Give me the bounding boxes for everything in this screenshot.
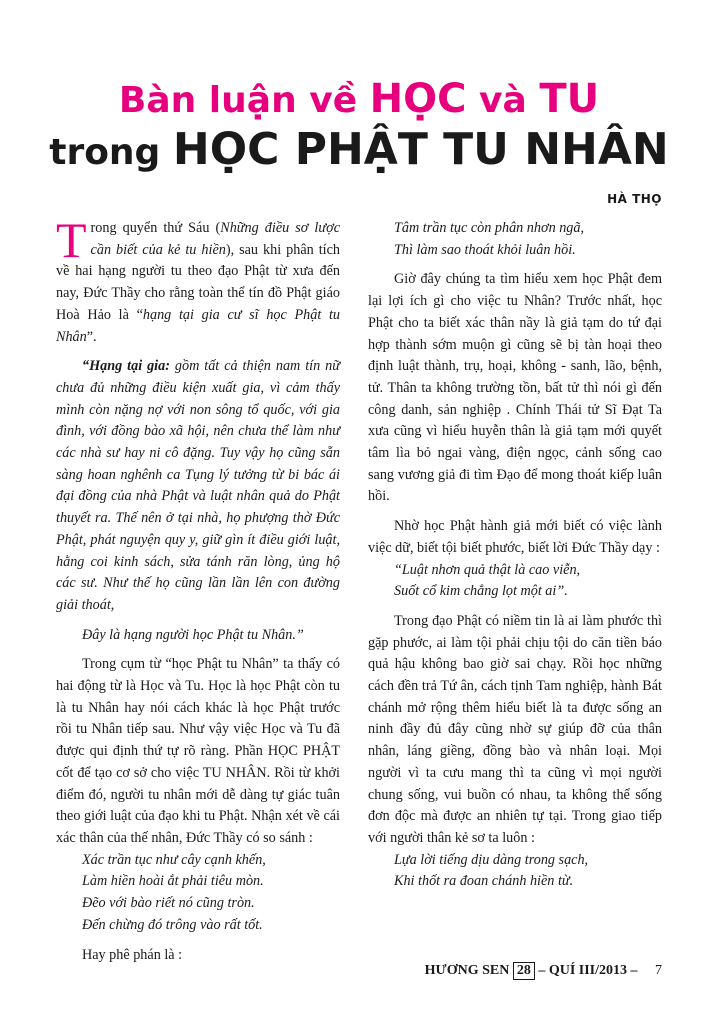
title-part-main: HỌC PHẬT TU NHÂN bbox=[172, 124, 669, 175]
body-paragraph: Nhờ học Phật hành giả mới biết có việc lành việc dữ, biết tội biết phước, biết lời Đức Thầy dạy : bbox=[368, 518, 662, 556]
verse-line: Khi thốt ra đoan chánh hiền từ. bbox=[394, 873, 574, 890]
verse-line: Đẽo với bào riết nó cũng tròn. bbox=[82, 895, 255, 912]
body-paragraph: Trong cụm từ “học Phật tu Nhân” ta thấy có hai động từ là Học và Tu. Học là học Phật còn tu là tu Nhân hay nói cách khác là học Phật trước rồi tu Nhân tiếp sau. Như vậy việc Học và Tu đã được qui định thứ tự rõ ràng. Phần HỌC PHẬT cốt để tạo cơ sở cho việc TU NHÂN. Rồi từ khởi điểm đó, người tu nhân mới dễ dàng tự giác tuân theo giới luật của đạo khi tu Phật. Nhận xét về cái xác thân của thế nhân, Đức Thầy có so sánh : bbox=[56, 656, 340, 846]
verse-line: Suốt cổ kim chẳng lọt một ai”. bbox=[394, 583, 568, 600]
author: HÀ THỌ bbox=[607, 192, 662, 206]
verse-line: Đến chừng đó trông vào rất tốt. bbox=[82, 916, 263, 933]
left-column bbox=[56, 212, 341, 966]
right-column bbox=[368, 218, 662, 893]
verse-line: Tâm trần tục còn phân nhơn ngã, bbox=[394, 220, 585, 236]
title-part: Bàn luận về bbox=[118, 80, 370, 121]
issue-period: – QUÍ III/2013 – bbox=[538, 963, 638, 978]
quote-paragraph: “Hạng tại gia: gồm tất cả thiện nam tín nữ chưa đủ những điều kiện xuất gia, vì cảm thấy mình còn nặng nợ với non sông tổ quốc, với gia đình, với đồng bào xã hội, nên chưa thể làm như các nhà sư hay ni cô đặng. Tuy vậy họ cũng sẵn sàng hoan nghênh ca Tụng lý tưởng từ bi bác ái đại đồng của nhà Phật và luật nhân quả do Phật thuyết ra. Thế nên ở tại nhà, họ phượng thờ Đức Phật, phát nguyện quy y, giữ gìn ít điều giới luật, hằng coi kinh sách, sửa tánh răn lòng, ủng hộ các sư. Như thế họ cũng lần lần lên con đường giải thoát, bbox=[56, 358, 340, 613]
verse-block bbox=[368, 560, 662, 603]
article-title-line1 bbox=[0, 76, 718, 122]
magazine-name: HƯƠNG SEN bbox=[424, 963, 510, 978]
intro-paragraph: Trong quyển thứ Sáu (Những điều sơ lược cần biết của kẻ tu hiền), sau khi phân tích về hai hạng người tu theo đạo Phật từ xưa đến nay, Đức Thầy cho rằng toàn thể tín đồ Phật giáo Hoà Hảo là “hạng tại gia cư sĩ học Phật tu Nhân”. bbox=[56, 212, 341, 345]
verse-line: Lựa lời tiếng dịu dàng trong sạch, bbox=[394, 851, 589, 868]
verse-line: Làm hiền hoài ắt phải tiêu mòn. bbox=[82, 873, 264, 890]
verse-line: “Luật nhơn quả thật là cao viễn, bbox=[394, 561, 581, 578]
verse-line: Xác trần tục như cây cạnh khến, bbox=[82, 851, 266, 868]
issue-number: 28 bbox=[513, 962, 535, 980]
page-number: 7 bbox=[655, 963, 662, 978]
title-part-hoc: HỌC bbox=[369, 76, 467, 122]
verse-line: Thì làm sao thoát khỏi luân hồi. bbox=[394, 241, 576, 258]
verse-block bbox=[56, 850, 340, 937]
verse-block bbox=[368, 850, 662, 893]
page-footer bbox=[425, 962, 662, 980]
body-paragraph: Giờ đây chúng ta tìm hiểu xem học Phật đem lại lợi ích gì cho việc tu Nhân? Trước nhất, học Phật cho ta biết xác thân nầy là giả tạm do tứ đại hợp thành sớm muộn gì cũng sẽ bị tàn hoại theo định luật thành, trụ, hoại, không - sanh, lão, bệnh, tử. Thân ta không trường tồn, bất tử thì nói gì đến công danh, sản nghiệp . Chính Thái tử Sĩ Đạt Ta xưa cũng vì hiểu huyễn thân là giả tạm mới quyết tâm lìa bỏ ngai vàng, điện ngọc, cảnh sống cao sang vương giả đi tìm Đạo để mong thoát kiếp luân hồi. bbox=[368, 271, 662, 505]
body-paragraph: Hay phê phán là : bbox=[82, 946, 183, 963]
quote-ending: Đây là hạng người học Phật tu Nhân.” bbox=[82, 626, 304, 643]
body-paragraph: Trong đạo Phật có niềm tin là ai làm phước thì gặp phước, ai làm tội phải chịu tội do căn tiền báo quả hậu không bao giờ sai chạy. Rồi học những cách đền trả Tứ ân, cách tịnh Tam nghiệp, hành Bát chánh mở rộng thêm hiểu biết là ta được sống an ninh đầy đủ đây cũng nhờ sự giúp đỡ của thân nhân, láng giềng, đồng bào và nhân loại. Mọi người vì ta cưu mang thì ta cũng vì mọi người chung sống, vui buồn có nhau, ta không thể sống đơn độc mà được an nhiên tự tại. Trong giao tiếp với người thân kẻ sơ ta luôn : bbox=[368, 612, 662, 846]
verse-block bbox=[368, 218, 662, 261]
title-part-tu: TU bbox=[539, 76, 600, 122]
drop-cap: T bbox=[56, 212, 87, 268]
title-part: trong bbox=[49, 132, 173, 173]
title-part: và bbox=[466, 80, 540, 121]
article-title-line2 bbox=[0, 124, 718, 175]
